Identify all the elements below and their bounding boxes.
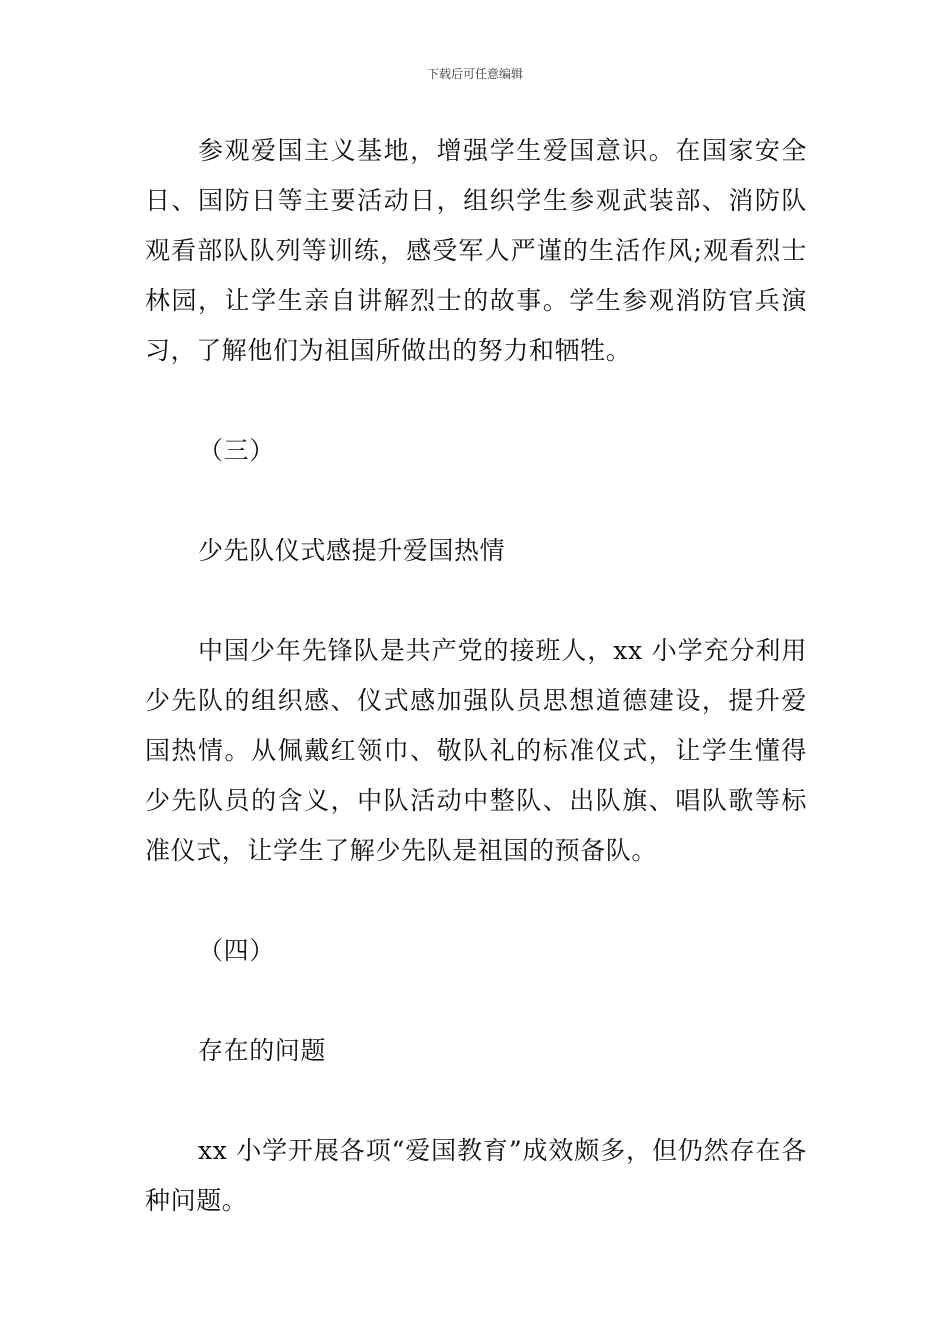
section-heading-existing-problems: 存在的问题 xyxy=(198,1036,327,1065)
section-heading-pioneer-ceremony: 少先队仪式感提升爱国热情 xyxy=(198,536,506,565)
paragraph-spacer xyxy=(145,976,807,1026)
paragraph-spacer xyxy=(145,876,807,926)
section-number-four: （四） xyxy=(198,936,275,965)
section-number-three: （三） xyxy=(198,436,275,465)
paragraph-young-pioneers: 中国少年先锋队是共产党的接班人，xx 小学充分利用少先队的组织感、仪式感加强队员思想道德建设，提升爱国热情。从佩戴红领巾、敬队礼的标准仪式，让学生懂得少先队员的含义，中队活动中整队、出队旗、唱队歌等标准仪式，让学生了解少先队是祖国的预备队。 xyxy=(145,636,807,865)
paragraph-spacer xyxy=(145,1076,807,1126)
paragraph-spacer xyxy=(145,576,807,626)
paragraph-problems-summary: xx 小学开展各项“爱国教育”成效颇多，但仍然存在各种问题。 xyxy=(145,1136,807,1215)
document-body xyxy=(145,126,807,1226)
paragraph-spacer xyxy=(145,476,807,526)
paragraph-patriotic-base-visits: 参观爱国主义基地，增强学生爱国意识。在国家安全日、国防日等主要活动日，组织学生参观武装部、消防队观看部队队列等训练，感受军人严谨的生活作风;观看烈士林园，让学生亲自讲解烈士的故事。学生参观消防官兵演习，了解他们为祖国所做出的努力和牺牲。 xyxy=(145,136,807,365)
page-header-note: 下载后可任意编辑 xyxy=(426,67,523,81)
paragraph-spacer xyxy=(145,376,807,426)
